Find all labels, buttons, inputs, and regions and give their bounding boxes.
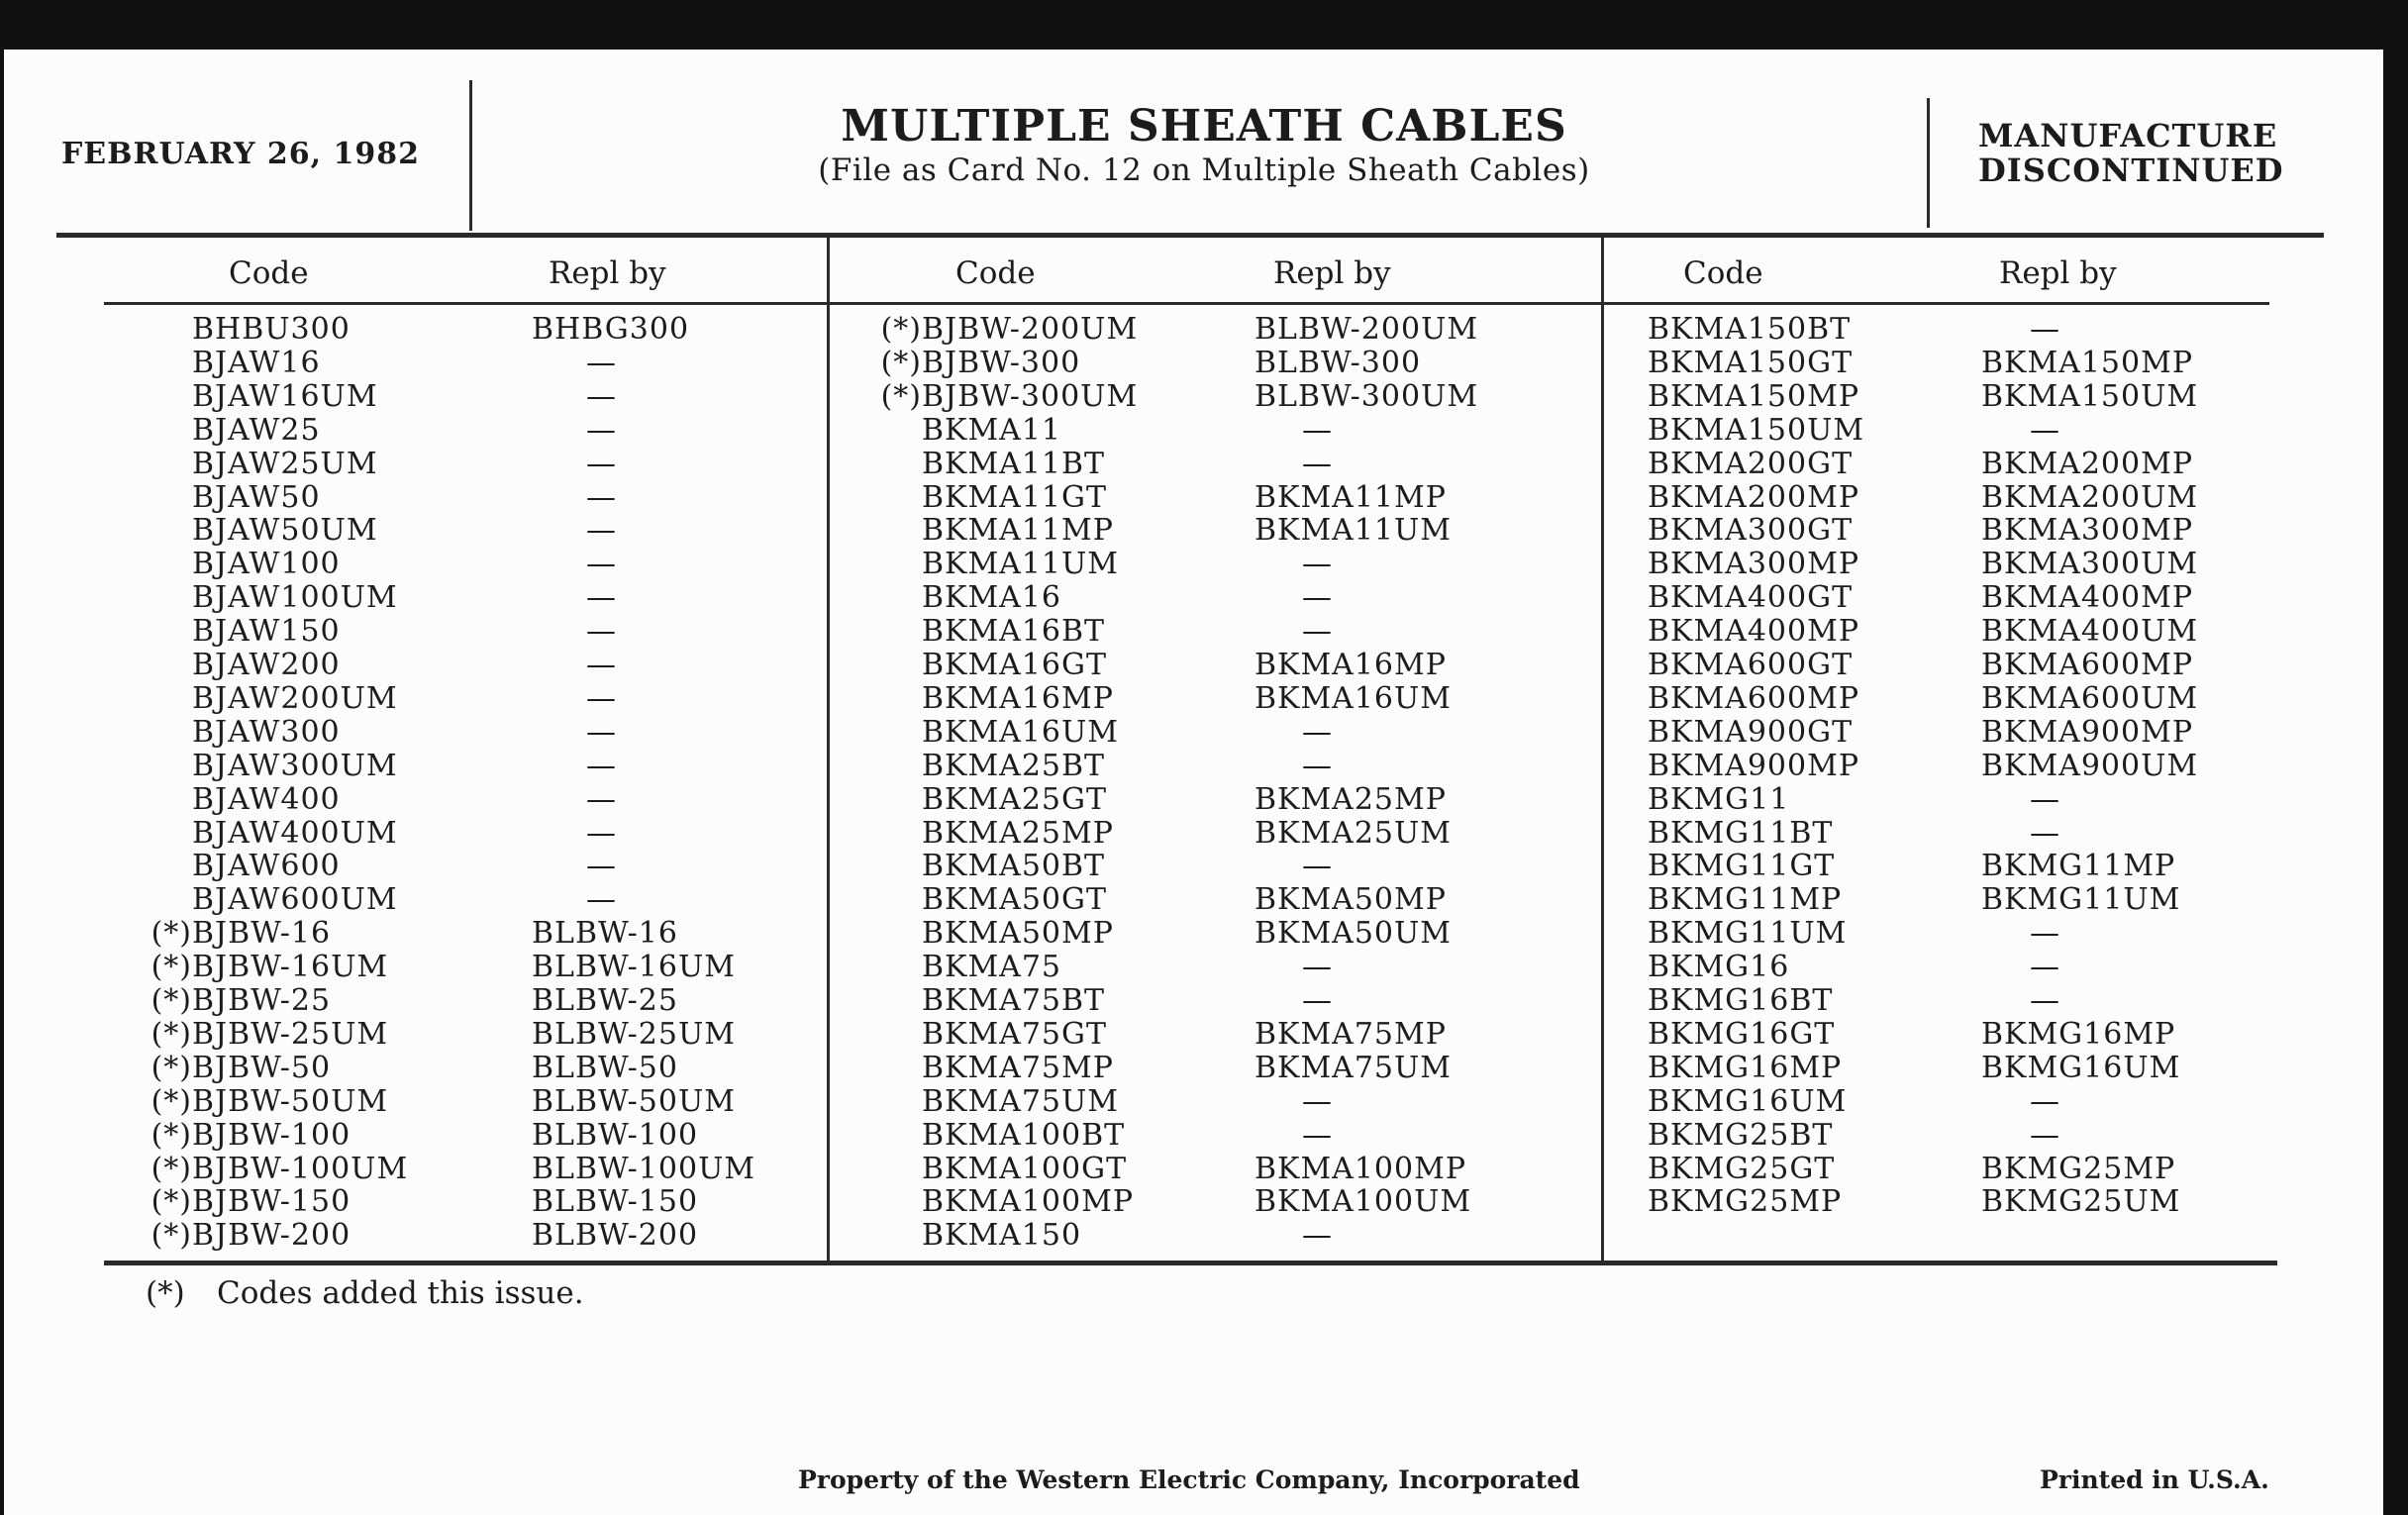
code-text: BKMA16GT [922,648,1107,682]
code-text: BJAW150 [192,614,341,650]
no-replacement-dash: — [1302,1218,1333,1254]
code-cell [922,1052,1114,1085]
table-bottom-rule [104,1261,2277,1265]
code-cell [150,1083,389,1119]
no-replacement-dash: — [2030,983,2060,1018]
replacement-cell: BKMG11MP [1981,849,2176,884]
column-divider-1 [827,235,830,1262]
code-text: BJBW-300UM [922,378,1139,414]
code-cell [1648,448,1853,481]
no-replacement-dash: — [586,815,617,851]
code-text: BJAW300UM [192,748,398,783]
code-text: BKMG11GT [1648,849,1836,884]
code-cell [192,414,321,448]
col2-repl-header: Repl by [1273,255,1391,291]
code-text: BJBW-16UM [192,950,389,985]
code-cell [192,783,341,817]
code-text: BKMA600GT [1648,648,1854,682]
no-replacement-dash: — [2030,412,2060,448]
code-cell [880,312,1139,347]
code-text: BKMA11MP [922,513,1114,549]
code-text: BJBW-16 [192,916,332,952]
col2-code-header: Code [955,255,1036,291]
issue-date: FEBRUARY 26, 1982 [61,137,420,171]
no-replacement-dash: — [586,580,617,616]
code-cell [192,649,341,682]
code-text: BKMA25GT [922,781,1107,817]
code-text: BKMA75UM [922,1083,1120,1119]
replacement-cell: BKMA25MP [1254,781,1447,817]
code-cell [1648,682,1859,716]
code-cell [922,1119,1125,1153]
code-cell [922,1185,1134,1219]
code-cell [922,984,1105,1018]
code-cell [150,983,332,1018]
no-replacement-dash: — [1302,983,1333,1018]
added-flag: (*) [150,1218,192,1254]
code-text: BKMA300MP [1648,547,1860,582]
replacement-cell: BKMA150MP [1981,345,2194,380]
added-flag: (*) [150,1117,192,1153]
code-cell [1648,951,1789,984]
replacement-cell: BKMA600UM [1981,680,2199,716]
no-replacement-dash: — [1302,547,1333,582]
code-cell [922,1219,1081,1253]
code-text: BJAW25UM [192,446,378,481]
code-text: BJBW-150 [192,1184,351,1220]
code-cell [1648,817,1833,851]
code-text: BKMG16GT [1648,1016,1836,1052]
no-replacement-dash: — [586,882,617,918]
code-text: BKMA100BT [922,1117,1126,1153]
code-text: BJBW-200 [192,1218,351,1254]
code-cell [192,682,398,716]
code-text: BJAW50UM [192,513,378,549]
code-text: BKMA50BT [922,849,1106,884]
code-text: BKMA150GT [1648,345,1854,380]
code-text: BJBW-25UM [192,1016,389,1052]
code-text: BJBW-300 [922,345,1081,380]
no-replacement-dash: — [1302,614,1333,650]
replacement-cell: BKMG25MP [1981,1151,2176,1186]
code-text: BKMA100MP [922,1184,1135,1220]
code-cell [1648,783,1789,817]
page-subtitle: (File as Card No. 12 on Multiple Sheath Cables) [818,152,1590,188]
no-replacement-dash: — [586,547,617,582]
col3-code-header: Code [1683,255,1763,291]
replacement-cell: BKMA11MP [1254,479,1447,515]
code-text: BKMA25BT [922,748,1106,783]
code-text: BKMG25GT [1648,1151,1836,1186]
code-text: BKMG16MP [1648,1050,1843,1085]
code-cell [192,481,321,515]
replacement-cell: BLBW-25UM [532,1016,736,1052]
added-flag: (*) [150,1083,192,1119]
code-text: BJAW300 [192,714,341,750]
code-text: BKMA400GT [1648,580,1854,616]
code-cell [922,716,1119,750]
added-flag: (*) [150,916,192,952]
code-text: BKMA600MP [1648,680,1860,716]
code-cell [922,1085,1119,1119]
added-flag: (*) [880,378,922,414]
code-cell [192,817,398,851]
code-cell [922,1018,1107,1052]
footer-property: Property of the Western Electric Company, Incorporated [798,1465,1580,1494]
code-cell [1648,581,1853,615]
replacement-cell: BKMA900MP [1981,714,2194,750]
no-replacement-dash: — [586,378,617,414]
code-cell [1648,414,1864,448]
replacement-cell: BKMA900UM [1981,748,2199,783]
code-cell [922,850,1105,883]
no-replacement-dash: — [1302,950,1333,985]
no-replacement-dash: — [1302,748,1333,783]
code-cell [192,548,341,581]
code-text: BKMG11 [1648,781,1790,817]
no-replacement-dash: — [586,345,617,380]
code-cell [192,581,398,615]
code-cell [1648,850,1835,883]
code-cell [150,1184,351,1220]
code-text: BKMA900MP [1648,748,1860,783]
code-cell [1648,380,1859,414]
code-text: BKMA400MP [1648,614,1860,650]
code-text: BKMA75BT [922,983,1106,1018]
no-replacement-dash: — [586,680,617,716]
code-text: BKMA16BT [922,614,1106,650]
code-text: BKMA75MP [922,1050,1114,1085]
no-replacement-dash: — [586,446,617,481]
code-cell [922,883,1107,917]
code-text: BKMA50GT [922,882,1107,918]
col1-repl-header: Repl by [549,255,666,291]
added-flag: (*) [150,1050,192,1085]
page-title: MULTIPLE SHEATH CABLES [841,101,1567,152]
code-text: BHBU300 [192,312,351,347]
code-text: BJBW-200UM [922,312,1139,347]
code-text: BKMA75GT [922,1016,1107,1052]
col1-code-header: Code [229,255,309,291]
no-replacement-dash: — [586,714,617,750]
replacement-cell: BLBW-100 [532,1117,699,1153]
replacement-cell: BKMA75UM [1254,1050,1453,1085]
code-cell [922,581,1061,615]
replacement-cell: BKMA400UM [1981,614,2199,650]
col3-repl-header: Repl by [1999,255,2117,291]
replacement-cell: BLBW-16 [532,916,678,952]
replacement-cell: BKMA25UM [1254,815,1453,851]
added-flag: (*) [150,1151,192,1186]
code-cell [1648,1052,1842,1085]
replacement-cell: BKMG11UM [1981,882,2181,918]
no-replacement-dash: — [586,614,617,650]
code-cell [922,548,1119,581]
code-cell [1648,1185,1842,1219]
code-cell [922,951,1061,984]
code-cell [922,414,1061,448]
code-cell [880,378,1139,414]
replacement-cell: BKMG16UM [1981,1050,2181,1085]
code-text: BJAW600 [192,849,341,884]
code-cell [192,380,378,414]
code-cell [150,1151,409,1186]
replacement-cell: BKMG25UM [1981,1184,2181,1220]
code-cell [1648,1119,1833,1153]
code-text: BKMA11BT [922,446,1106,481]
no-replacement-dash: — [1302,446,1333,481]
code-text: BKMA900GT [1648,714,1854,750]
code-cell [1648,313,1851,347]
code-cell [1648,615,1859,649]
code-text: BJAW200UM [192,680,398,716]
code-text: BKMG25MP [1648,1184,1843,1220]
no-replacement-dash: — [586,479,617,515]
replacement-cell: BKMA300MP [1981,513,2194,549]
code-cell [922,750,1105,783]
footnote-marker: (*) [146,1275,185,1311]
added-flag: (*) [150,1184,192,1220]
code-text: BKMA150 [922,1218,1082,1254]
code-text: BKMA300GT [1648,513,1854,549]
replacement-cell: BLBW-25 [532,983,678,1018]
no-replacement-dash: — [2030,312,2060,347]
added-flag: (*) [150,1016,192,1052]
replacement-cell: BKMA300UM [1981,547,2199,582]
header-divider-right [1927,98,1930,228]
added-flag: (*) [150,983,192,1018]
replacement-cell: BLBW-16UM [532,950,736,985]
code-cell [192,615,341,649]
replacement-cell: BKMA200MP [1981,446,2194,481]
replacement-cell: BLBW-50UM [532,1083,736,1119]
code-cell [1648,649,1853,682]
code-cell [192,313,351,347]
code-cell [922,615,1105,649]
code-text: BKMG16BT [1648,983,1834,1018]
code-cell [922,917,1114,951]
code-text: BJBW-100 [192,1117,351,1153]
code-text: BKMG16 [1648,950,1790,985]
code-cell [922,1153,1127,1186]
code-text: BJBW-25 [192,983,332,1018]
no-replacement-dash: — [2030,916,2060,952]
code-text: BKMA11UM [922,547,1120,582]
column-header-rule [104,302,2269,305]
code-cell [922,514,1114,548]
code-cell [192,448,378,481]
code-text: BKMA75 [922,950,1062,985]
code-text: BKMA50MP [922,916,1114,952]
code-text: BKMA16MP [922,680,1114,716]
code-cell [1648,548,1859,581]
code-cell [1648,984,1833,1018]
code-text: BKMA16 [922,580,1062,616]
replacement-cell: BLBW-300 [1254,345,1422,380]
no-replacement-dash: — [1302,1117,1333,1153]
code-text: BKMG16UM [1648,1083,1848,1119]
code-text: BKMA11 [922,412,1062,448]
code-text: BJBW-50 [192,1050,332,1085]
header-rule [56,233,2324,238]
replacement-cell: BLBW-50 [532,1050,678,1085]
no-replacement-dash: — [586,513,617,549]
code-cell [880,345,1081,380]
replacement-cell: BLBW-200UM [1254,312,1479,347]
code-text: BJAW25 [192,412,321,448]
no-replacement-dash: — [2030,1117,2060,1153]
replacement-cell: BKMA600MP [1981,648,2194,682]
status-line-1: MANUFACTURE [1978,117,2278,154]
code-text: BKMA200MP [1648,479,1860,515]
no-replacement-dash: — [2030,950,2060,985]
no-replacement-dash: — [1302,412,1333,448]
replacement-cell: BKMA50UM [1254,916,1453,952]
code-text: BJBW-50UM [192,1083,389,1119]
code-text: BJAW16 [192,345,321,380]
replacement-cell: BKMA200UM [1981,479,2199,515]
no-replacement-dash: — [1302,1083,1333,1119]
code-text: BKMG11MP [1648,882,1843,918]
replacement-cell: BKMA50MP [1254,882,1447,918]
replacement-cell: BKMA75MP [1254,1016,1447,1052]
replacement-cell: BLBW-100UM [532,1151,756,1186]
code-cell [1648,1153,1835,1186]
code-cell [922,817,1114,851]
no-replacement-dash: — [2030,781,2060,817]
code-cell [922,481,1107,515]
code-cell [922,448,1105,481]
code-cell [1648,481,1859,515]
code-cell [1648,347,1853,380]
code-text: BJAW100 [192,547,341,582]
replacement-cell: BKMA16MP [1254,648,1447,682]
no-replacement-dash: — [586,648,617,682]
replacement-cell: BKMA100MP [1254,1151,1467,1186]
no-replacement-dash: — [586,849,617,884]
code-text: BKMG11UM [1648,916,1848,952]
replacement-cell: BKMA400MP [1981,580,2194,616]
replacement-cell: BKMA150UM [1981,378,2199,414]
code-cell [922,783,1107,817]
code-cell [150,1050,332,1085]
code-text: BKMA150BT [1648,312,1852,347]
code-text: BJAW400 [192,781,341,817]
no-replacement-dash: — [1302,849,1333,884]
code-text: BJBW-100UM [192,1151,409,1186]
code-cell [192,883,398,917]
no-replacement-dash: — [586,748,617,783]
code-cell [1648,1085,1847,1119]
code-cell [922,649,1107,682]
code-text: BJAW600UM [192,882,398,918]
replacement-cell: BHBG300 [532,312,690,347]
footer-printed: Printed in U.S.A. [2040,1465,2269,1494]
code-text: BJAW50 [192,479,321,515]
code-cell [192,347,321,380]
code-cell [192,750,398,783]
no-replacement-dash: — [1302,714,1333,750]
replacement-cell: BLBW-300UM [1254,378,1479,414]
code-cell [1648,1018,1835,1052]
replacement-cell: BKMA16UM [1254,680,1453,716]
no-replacement-dash: — [2030,815,2060,851]
code-text: BJAW400UM [192,815,398,851]
code-text: BJAW200 [192,648,341,682]
code-cell [1648,917,1847,951]
code-cell [150,1016,389,1052]
code-text: BJAW16UM [192,378,378,414]
code-cell [150,1117,351,1153]
code-text: BKMA200GT [1648,446,1854,481]
code-cell [192,850,341,883]
code-text: BKMG25BT [1648,1117,1834,1153]
code-cell [1648,514,1853,548]
code-text: BKMA16UM [922,714,1120,750]
replacement-cell: BLBW-150 [532,1184,699,1220]
code-text: BKMG11BT [1648,815,1834,851]
column-divider-2 [1601,235,1604,1262]
no-replacement-dash: — [1302,580,1333,616]
code-cell [192,514,378,548]
no-replacement-dash: — [586,781,617,817]
no-replacement-dash: — [586,412,617,448]
code-text: BKMA150UM [1648,412,1865,448]
replacement-cell: BKMG16MP [1981,1016,2176,1052]
footnote-text: Codes added this issue. [217,1275,584,1311]
replacement-cell: BKMA11UM [1254,513,1453,549]
replacement-cell: BKMA100UM [1254,1184,1472,1220]
code-text: BKMA11GT [922,479,1107,515]
added-flag: (*) [880,345,922,380]
code-cell [192,716,341,750]
added-flag: (*) [150,950,192,985]
code-cell [1648,716,1853,750]
replacement-cell: BLBW-200 [532,1218,699,1254]
added-flag: (*) [880,312,922,347]
no-replacement-dash: — [2030,1083,2060,1119]
code-text: BKMA150MP [1648,378,1860,414]
code-text: BKMA25MP [922,815,1114,851]
code-cell [1648,750,1859,783]
code-cell [150,916,332,952]
code-cell [922,682,1114,716]
code-text: BKMA100GT [922,1151,1128,1186]
code-text: BJAW100UM [192,580,398,616]
status-line-2: DISCONTINUED [1978,152,2284,189]
code-cell [150,950,389,985]
code-cell [150,1218,351,1254]
code-cell [1648,883,1842,917]
